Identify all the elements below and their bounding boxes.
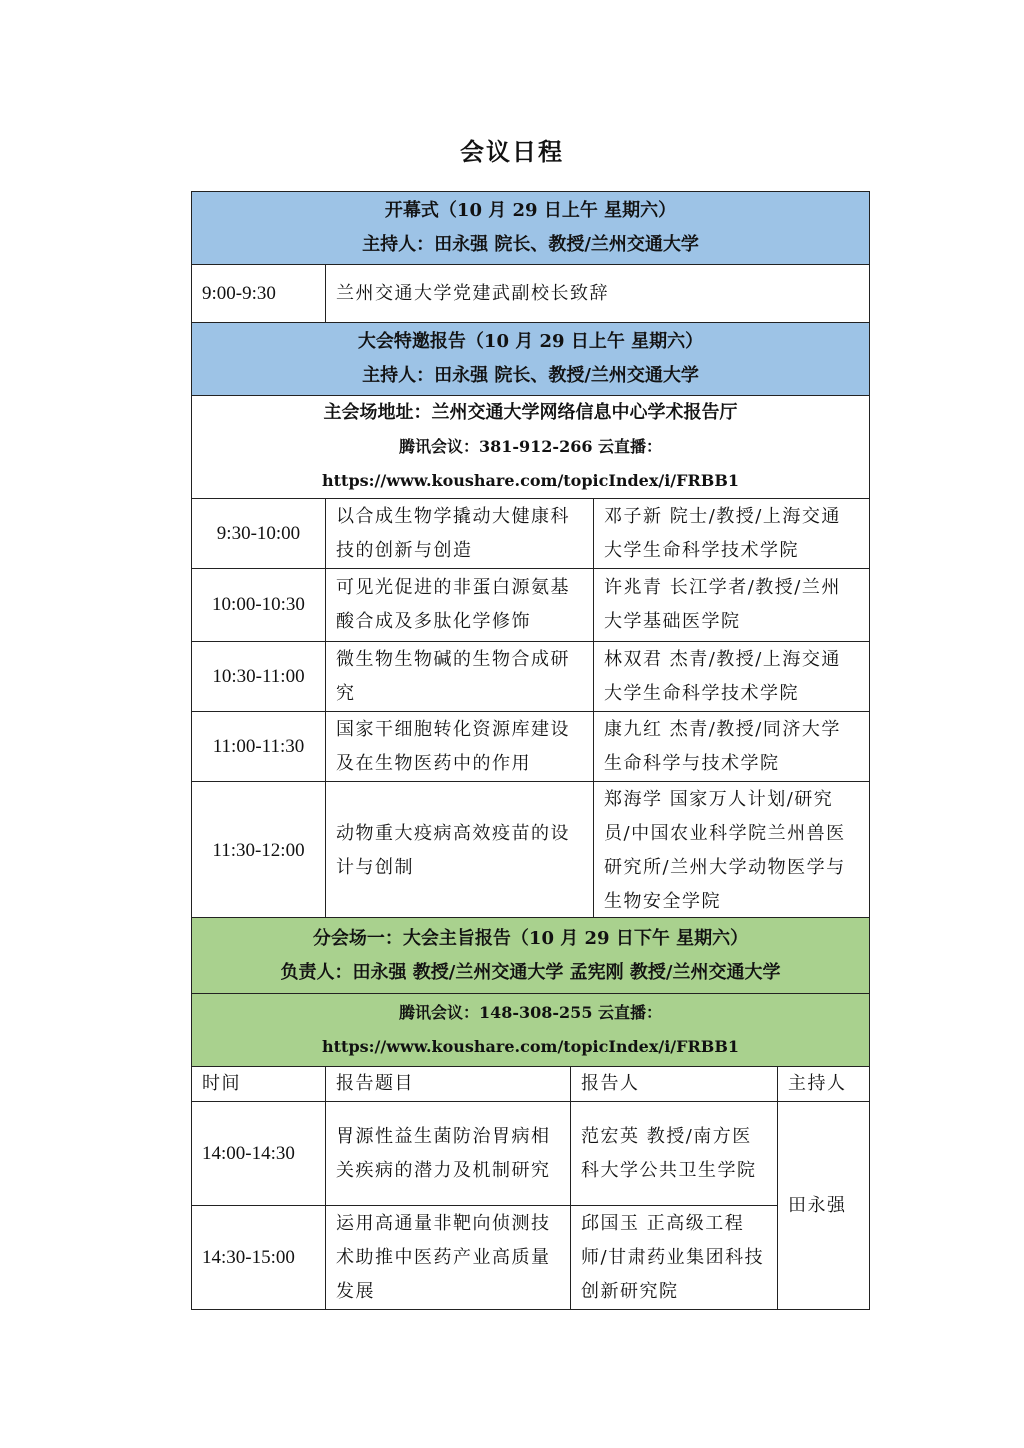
session1-host: 负责人：田永强 教授/兰州交通大学 孟宪刚 教授/兰州交通大学 <box>280 961 781 983</box>
col-header-topic: 报告题目 <box>326 1067 571 1102</box>
talk-topic: 可见光促进的非蛋白源氨基酸合成及多肽化学修饰 <box>326 569 594 642</box>
plenary-venue: 主会场地址：兰州交通大学网络信息中心学术报告厅 <box>323 402 738 423</box>
plenary-title: 大会特邀报告（10 月 29 日上午 星期六） <box>357 331 704 352</box>
plenary-header <box>192 323 870 396</box>
session1-header <box>192 918 870 994</box>
talk-speaker: 郑海学 国家万人计划/研究员/中国农业科学院兰州兽医研究所/兰州大学动物医学与生物安全学院 <box>594 782 870 920</box>
talk-time: 9:30-10:00 <box>192 499 326 569</box>
talk-time: 10:30-11:00 <box>192 642 326 712</box>
session1-host-cell: 田永强 <box>778 1102 870 1310</box>
table-row <box>192 1102 870 1206</box>
col-header-host: 主持人 <box>778 1067 870 1102</box>
session1-meeting-info: 腾讯会议：148-308-255 云直播：https://www.koushare.com/topicIndex/i/FRBB1 <box>192 994 870 1067</box>
talk-speaker: 康九红 杰青/教授/同济大学生命科学与技术学院 <box>594 712 870 782</box>
col-header-time: 时间 <box>192 1067 326 1102</box>
table-row <box>192 499 870 569</box>
talk-time: 11:30-12:00 <box>192 782 326 920</box>
plenary-host: 主持人：田永强 院长、教授/兰州交通大学 <box>362 365 699 386</box>
plenary-meeting-info: 腾讯会议：381-912-266 云直播：https://www.koushare.com/topicIndex/i/FRBB1 <box>322 437 739 490</box>
table-header-row <box>192 1067 870 1102</box>
table-row <box>192 782 870 920</box>
talk-speaker: 邱国玉 正高级工程师/甘肃药业集团科技创新研究院 <box>571 1206 778 1310</box>
talk-time: 10:00-10:30 <box>192 569 326 642</box>
opening-host: 主持人：田永强 院长、教授/兰州交通大学 <box>362 234 699 255</box>
table-row <box>192 642 870 712</box>
page-title: 会议日程 <box>460 137 564 166</box>
col-header-speaker: 报告人 <box>571 1067 778 1102</box>
opening-time: 9:00-9:30 <box>192 265 326 323</box>
talk-speaker: 林双君 杰青/教授/上海交通大学生命科学技术学院 <box>594 642 870 712</box>
talk-time: 14:30-15:00 <box>192 1206 326 1310</box>
table-row <box>192 712 870 782</box>
talk-speaker: 范宏英 教授/南方医科大学公共卫生学院 <box>571 1102 778 1206</box>
opening-content: 兰州交通大学党建武副校长致辞 <box>326 265 870 323</box>
morning-schedule-table <box>191 191 870 920</box>
plenary-venue-cell <box>192 396 870 499</box>
talk-topic: 动物重大疫病高效疫苗的设计与创制 <box>326 782 594 920</box>
talk-time: 11:00-11:30 <box>192 712 326 782</box>
session1-title: 分会场一：大会主旨报告（10 月 29 日下午 星期六） <box>312 927 749 949</box>
talk-topic: 微生物生物碱的生物合成研究 <box>326 642 594 712</box>
talk-topic: 运用高通量非靶向侦测技术助推中医药产业高质量发展 <box>326 1206 571 1310</box>
afternoon-schedule-table <box>191 917 870 1310</box>
talk-speaker: 许兆青 长江学者/教授/兰州大学基础医学院 <box>594 569 870 642</box>
opening-title: 开幕式（10 月 29 日上午 星期六） <box>384 200 677 221</box>
talk-time: 14:00-14:30 <box>192 1102 326 1206</box>
opening-header <box>192 192 870 265</box>
talk-topic: 以合成生物学撬动大健康科技的创新与创造 <box>326 499 594 569</box>
talk-topic: 国家干细胞转化资源库建设及在生物医药中的作用 <box>326 712 594 782</box>
talk-topic: 胃源性益生菌防治胃病相关疾病的潜力及机制研究 <box>326 1102 571 1206</box>
talk-speaker: 邓子新 院士/教授/上海交通大学生命科学技术学院 <box>594 499 870 569</box>
table-row <box>192 569 870 642</box>
table-row <box>192 1206 870 1310</box>
